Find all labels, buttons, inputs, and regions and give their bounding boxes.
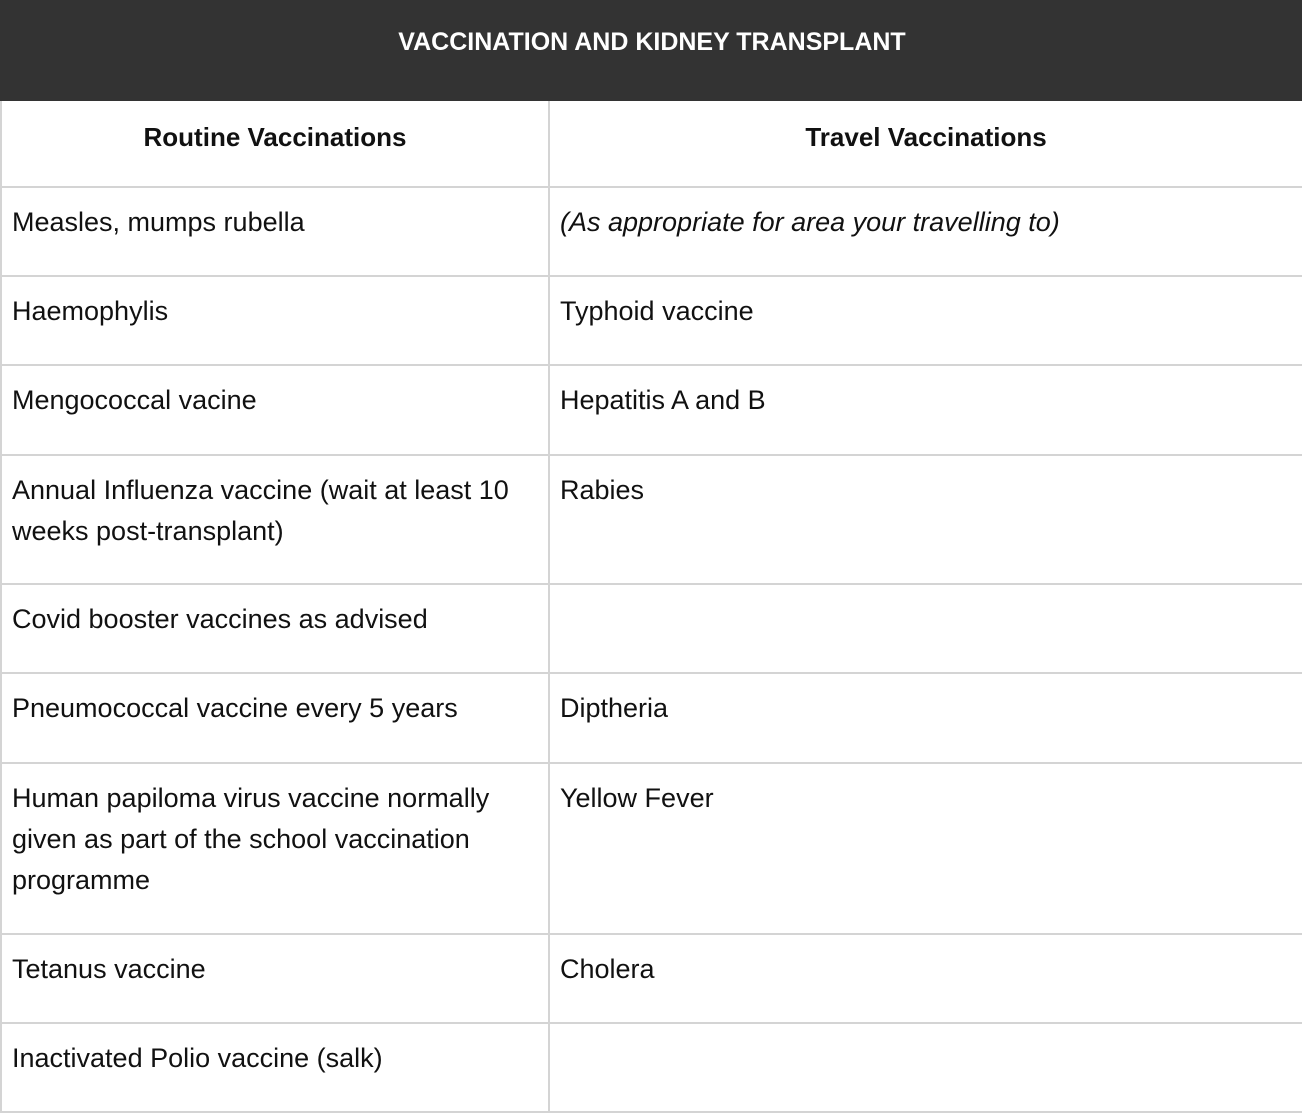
routine-vaccine-cell: Mengococcal vacine: [1, 365, 549, 455]
title-row: [1, 1, 1302, 100]
column-header-travel: Travel Vaccinations: [549, 100, 1302, 187]
routine-vaccine-cell: Pneumococcal vaccine every 5 years: [1, 673, 549, 763]
table-row: [1, 673, 1302, 763]
travel-vaccine-cell: (As appropriate for area your travelling to): [549, 187, 1302, 276]
header-row: [1, 100, 1302, 187]
routine-vaccine-cell: Haemophylis: [1, 276, 549, 365]
table-row: [1, 763, 1302, 934]
table-row: [1, 187, 1302, 276]
routine-vaccine-cell: Measles, mumps rubella: [1, 187, 549, 276]
travel-vaccine-cell: Yellow Fever: [549, 763, 1302, 934]
table-row: [1, 1023, 1302, 1112]
travel-vaccine-cell: Cholera: [549, 934, 1302, 1023]
travel-vaccine-cell: Diptheria: [549, 673, 1302, 763]
table-title: VACCINATION AND KIDNEY TRANSPLANT: [1, 1, 1302, 100]
travel-vaccine-cell: Rabies: [549, 455, 1302, 584]
routine-vaccine-cell: Covid booster vaccines as advised: [1, 584, 549, 673]
routine-vaccine-cell: Human papiloma virus vaccine normally given as part of the school vaccination programme: [1, 763, 549, 934]
table-row: [1, 276, 1302, 365]
table-row: [1, 455, 1302, 584]
routine-vaccine-cell: Tetanus vaccine: [1, 934, 549, 1023]
travel-vaccine-cell: [549, 584, 1302, 673]
routine-vaccine-cell: Annual Influenza vaccine (wait at least 10 weeks post-transplant): [1, 455, 549, 584]
routine-vaccine-cell: Inactivated Polio vaccine (salk): [1, 1023, 549, 1112]
travel-vaccine-cell: Typhoid vaccine: [549, 276, 1302, 365]
table-row: [1, 584, 1302, 673]
travel-vaccine-cell: Hepatitis A and B: [549, 365, 1302, 455]
travel-vaccine-cell: [549, 1023, 1302, 1112]
column-header-routine: Routine Vaccinations: [1, 100, 549, 187]
table-row: [1, 934, 1302, 1023]
table-row: [1, 365, 1302, 455]
